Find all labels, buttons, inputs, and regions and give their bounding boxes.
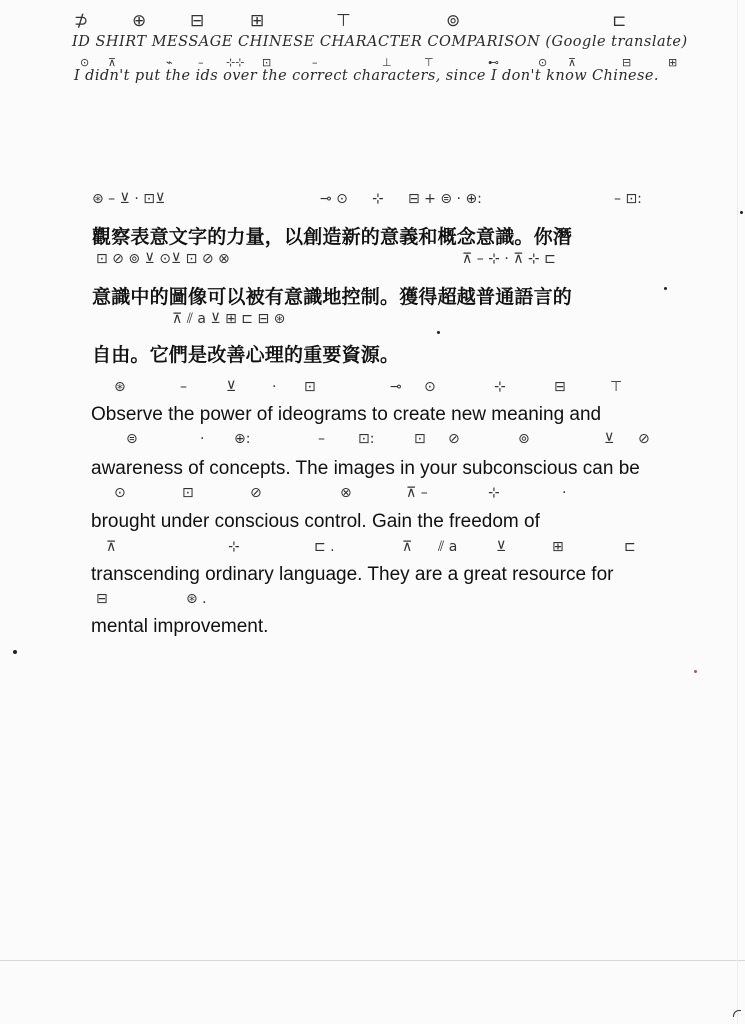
scan-speck bbox=[664, 287, 667, 290]
handwritten-title: ID SHIRT MESSAGE CHINESE CHARACTER COMPARISON (Google translate) bbox=[72, 34, 688, 50]
english-line-3: brought under conscious control. Gain the freedom of bbox=[91, 511, 540, 532]
scan-speck bbox=[740, 211, 743, 214]
scan-edge-right bbox=[737, 0, 738, 1024]
id-symbol-row-en-4: ⊼ ⊹ ⊏ . ⊼ ⫽ a ⊻ ⊞ ⊏ bbox=[106, 539, 636, 555]
english-line-5: mental improvement. bbox=[91, 616, 269, 637]
chinese-line-3: 自由。它們是改善心理的重要資源。 bbox=[92, 344, 400, 366]
id-symbol-row-en-3: ⊙ ⊡ ⊘ ⊗ ⊼ – ⊹ · bbox=[114, 485, 567, 501]
scan-corner-mark bbox=[733, 1010, 741, 1017]
id-symbol-row-en-1: ⊛ – ⊻ · ⊡ ⊸ ⊙ ⊹ ⊟ ⊤ bbox=[114, 379, 623, 395]
id-symbol-row-zh-1: ⊛ – ⊻ · ⊡⊻ ⊸ ⊙ ⊹ ⊟ + ⊜ · ⊕: – ⊡: bbox=[92, 191, 642, 207]
english-line-4: transcending ordinary language. They are a great resource for bbox=[91, 564, 614, 585]
english-line-1: Observe the power of ideograms to create new meaning and bbox=[91, 404, 602, 425]
id-symbol-row-zh-2: ⊡ ⊘ ⊚ ⊻ ⊙⊻ ⊡ ⊘ ⊗ ⊼ – ⊹ · ⊼ ⊹ ⊏ bbox=[96, 251, 556, 267]
id-symbol-row-top: ⊅ ⊕ ⊟ ⊞ ⊤ ⊚ ⊏ bbox=[74, 11, 627, 31]
id-symbol-row-header: ⊙ ⊼ ⌁ – ⊹⊹ ⊡ – ⊥ ⊤ ⊷ ⊙ ⊼ ⊟ ⊞ bbox=[80, 56, 678, 69]
id-symbol-row-zh-3: ⊼ ⫽ a ⊻ ⊞ ⊏ ⊟ ⊛ bbox=[172, 311, 286, 327]
handwritten-note: I didn't put the ids over the correct characters, since I don't know Chinese. bbox=[74, 68, 659, 84]
scan-speck bbox=[437, 331, 440, 334]
english-line-2: awareness of concepts. The images in your subconscious can be bbox=[91, 458, 640, 479]
scan-edge-bottom bbox=[0, 960, 745, 961]
id-symbol-row-en-2: ⊜ · ⊕: – ⊡: ⊡ ⊘ ⊚ ⊻ ⊘ bbox=[126, 431, 650, 447]
id-symbol-row-en-5: ⊟ ⊛ . bbox=[96, 591, 207, 607]
chinese-line-1: 觀察表意文字的力量，以創造新的意義和概念意識。你潛 bbox=[92, 226, 573, 248]
scan-speck bbox=[694, 670, 697, 673]
chinese-line-2: 意識中的圖像可以被有意識地控制。獲得超越普通語言的 bbox=[92, 286, 573, 308]
scan-speck bbox=[13, 650, 17, 654]
